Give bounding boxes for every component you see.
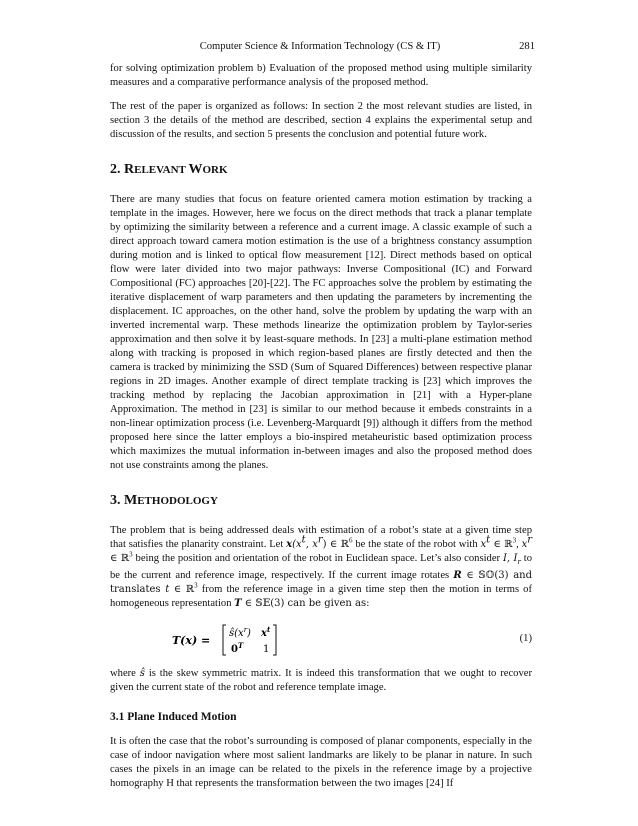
paragraph-intro-end: for solving optimization problem b) Evaluation of the proposed method using multiple similarity measures and a comparative performance analysis of the proposed method. xyxy=(110,63,532,88)
heading-smallcaps: ELEVANT xyxy=(134,164,189,176)
section-heading-related-work xyxy=(110,162,532,178)
paragraph-related-work: There are many studies that focus on feature oriented camera motion estimation by tracking a template in the images. However, here we focus on the direct methods that track a planar template by optimizing the similarity between a reference and a current image. A classic example of such a direct approach toward camera motion estimation is the use of a brightness constancy assumption during motion and is linked to optical flow measurement [12]. Direct methods based on optical flow were later divided into two major pathways: Inverse Compositional (IC) and Forward Compositional (FC) approaches [20]-[22]. The FC approaches solve the problem by estimating the iterative displacement of warp parameters and then updating the parameters by incrementing the displacement. IC approaches, on the other hand, solve the problem by updating the warp with an inverted incremental warp. These methods linearize the optimization problem by Taylor-series approximation and then solve it by least-square methods. In [23] a multi-plane estimation method along with tracking is proposed in which region-based planes are firstly detected and then the camera is tracked by minimizing the SSD (Sum of Squared Differences) between respective planar regions in 2D images. Another example of direct template tracking is [23] which improves the tracking method by replacing the Jacobian approximation in [21] with a Hyper-plane Approximation. The method in [23] is similar to our method because it embeds constraints in a non-linear optimization process (i.e. Levenberg-Marquardt [9]) although it differs from the method proposed here since the latter employs a bio-inspired metaheuristic based optimization process which maximizes the mutual information in-between images and also the proposed method does not use constraints among the planes. xyxy=(110,194,532,471)
journal-name: Computer Science & Information Technology (CS & IT) xyxy=(199,41,441,52)
text-run: being the position and orientation of the robot in Euclidean space. Let’s also consider xyxy=(132,553,503,564)
math-xr: x xyxy=(521,539,528,550)
math-run: ) ∈ ℝ xyxy=(322,539,349,550)
text-run: from the reference image in a given time step then the motion in terms of homogeneous representation xyxy=(110,584,532,610)
heading-initial: W xyxy=(188,162,203,177)
text-run: The problem that is being addressed deals with estimation of a robot’s state at a given time step that satisfies the planarity constraint. Let xyxy=(110,525,532,550)
paragraph-skew xyxy=(110,667,532,695)
math-rotation: R xyxy=(453,570,462,582)
math-transform: T xyxy=(234,598,242,610)
matrix-a21: $0^T$ xyxy=(231,641,244,656)
math-xt: x xyxy=(480,539,487,550)
subsection-heading: 3.1 Plane Induced Motion xyxy=(110,711,237,724)
math-run: ∈ ℝ xyxy=(110,553,130,564)
math-run: ∈ 𝕊𝔼(3) can be given as: xyxy=(241,598,370,610)
section-number: 2. xyxy=(110,162,121,177)
math-skew: ŝ xyxy=(139,668,145,680)
page-body xyxy=(110,62,532,801)
math-sup: r xyxy=(527,534,532,546)
math-translation: t xyxy=(165,584,170,596)
text-run: is the skew symmetric matrix. It is indeed this transformation that we ought to recover given the current state of the robot and reference template image. xyxy=(110,668,532,694)
math-sup: r xyxy=(317,534,323,546)
heading-smallcaps: ETHODOLOGY xyxy=(137,495,218,507)
page-number: 281 xyxy=(519,41,535,52)
math-sup: 3 xyxy=(129,550,133,559)
paragraph-methodology xyxy=(110,524,532,611)
matrix-a12: $x^t$ xyxy=(261,625,271,640)
math-sup: t xyxy=(486,534,491,546)
heading-smallcaps: ORK xyxy=(202,164,228,176)
math-sub: r xyxy=(517,558,521,567)
paragraph-outline: The rest of the paper is organized as follows: In section 2 the most relevant studies are listed, in section 3 the details of the method are described, section 4 explains the experimental setup and discussion of the results, and section 5 presents the conclusion and potential future work. xyxy=(110,101,532,140)
math-sup: t xyxy=(301,534,306,546)
left-bracket xyxy=(223,625,226,655)
math-sup: 3 xyxy=(512,536,517,545)
equation-1 xyxy=(110,621,532,659)
math-run: ∈ ℝ xyxy=(490,539,513,550)
math-run: (x xyxy=(292,539,302,550)
text-run: be the state of the robot with xyxy=(352,539,481,550)
text-run: where xyxy=(110,668,140,680)
matrix-a11: $ŝ(x^r)$ xyxy=(229,626,251,640)
equation-lhs: T(x) = xyxy=(172,634,211,648)
text-run: , xyxy=(516,539,522,550)
section-heading-methodology xyxy=(110,493,532,509)
paragraph-plane-motion: It is often the case that the robot’s surrounding is composed of planar components, especially in the case of indoor navigation where most salient landmarks are likely to be planar in nature. In such cases the pixels in an image can be related to the pixels in the reference image by a projective homography H that represents the transformation between the two images [24] If xyxy=(110,736,532,790)
math-x: x xyxy=(286,539,293,550)
math-images: I, I xyxy=(502,553,518,564)
math-sup: 6 xyxy=(349,536,353,545)
right-bracket xyxy=(273,625,276,655)
math-sup: 3 xyxy=(194,581,198,590)
heading-initial: M xyxy=(124,493,138,508)
math-run: ∈ ℝ xyxy=(169,584,195,596)
equation-number: (1) xyxy=(519,633,532,645)
math-run: , x xyxy=(305,539,318,550)
section-number: 3. xyxy=(110,493,121,508)
matrix-a22: 1 xyxy=(263,644,270,656)
text-run: to be the current and reference image, respectively. If the current image rotates xyxy=(110,553,532,582)
math-run: ∈ 𝕊𝕆(3) and translates xyxy=(110,570,532,596)
equation-1-drawing xyxy=(110,621,532,659)
heading-initial: R xyxy=(124,162,135,177)
running-header xyxy=(110,40,535,54)
